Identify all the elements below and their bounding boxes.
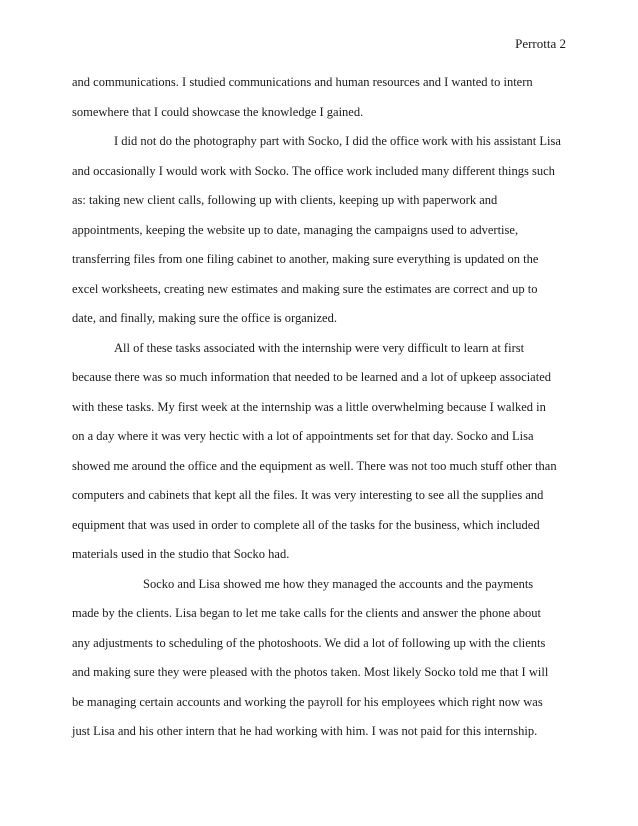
text-line: computers and cabinets that kept all the files. It was very interesting to see all the supplies and [72,488,544,502]
text-line: because there was so much information that needed to be learned and a lot of upkeep associated [72,370,551,384]
paragraph-first-line: I did not do the photography part with Socko, I did the office work with his assistant Lisa [114,134,561,148]
text-line: date, and finally, making sure the office is organized. [72,311,337,325]
text-line: showed me around the office and the equipment as well. There was not too much stuff other than [72,458,557,473]
text-line: just Lisa and his other intern that he had working with him. I was not paid for this internship. [72,724,538,738]
body-text [72,68,570,747]
text-line: and occasionally I would work with Socko. The office work included many different things such [72,163,555,178]
text-line: with these tasks. My first week at the internship was a little overwhelming because I walked in [72,399,546,414]
text-line: excel worksheets, creating new estimates and making sure the estimates are correct and up to [72,281,538,296]
text-line: and making sure they were pleased with the photos taken. Most likely Socko told me that I will [72,665,549,679]
text-line: and communications. I studied communications and human resources and I wanted to intern [72,75,533,89]
text-line: materials used in the studio that Socko had. [72,547,290,561]
text-line: as: taking new client calls, following up with clients, keeping up with paperwork and [72,193,498,207]
text-line: on a day where it was very hectic with a lot of appointments set for that day. Socko and Lisa [72,429,534,443]
text-line: transferring files from one filing cabinet to another, making sure everything is updated on the [72,252,539,266]
text-line: be managing certain accounts and working the payroll for his employees which right now was [72,694,543,709]
text-line: somewhere that I could showcase the knowledge I gained. [72,104,364,119]
paragraph-first-line: All of these tasks associated with the internship were very difficult to learn at first [114,340,525,355]
text-line: made by the clients. Lisa began to let me take calls for the clients and answer the phone about [72,606,541,620]
running-head: Perrotta 2 [515,36,566,51]
text-line: equipment that was used in order to complete all of the tasks for the business, which included [72,517,540,532]
text-line: any adjustments to scheduling of the photoshoots. We did a lot of following up with the clients [72,635,546,650]
paragraph-first-line: Socko and Lisa showed me how they managed the accounts and the payments [143,576,534,591]
text-line: appointments, keeping the website up to date, managing the campaigns used to advertise, [72,222,519,237]
